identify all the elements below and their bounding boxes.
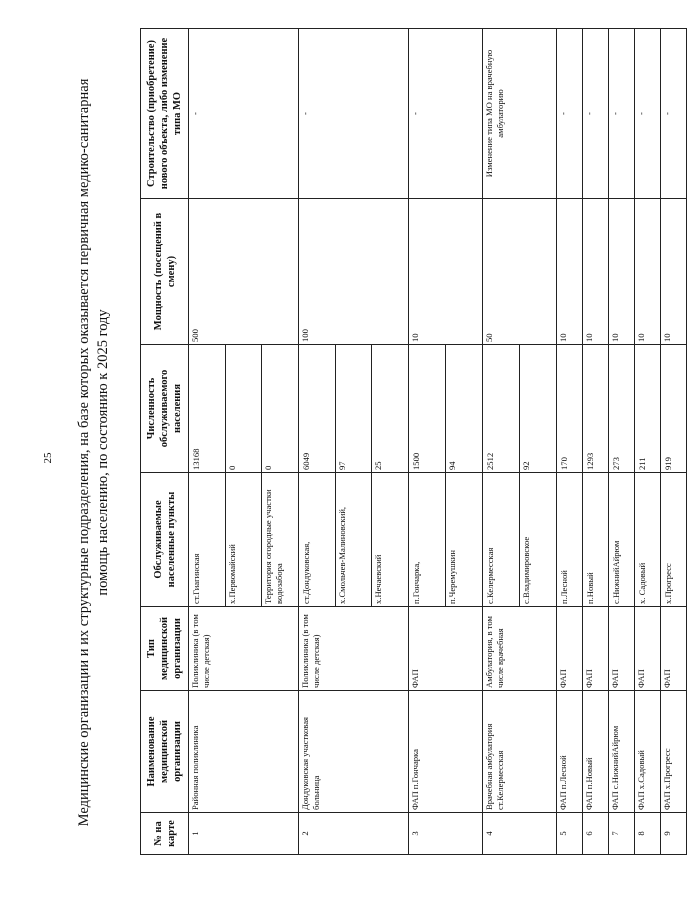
table-row <box>635 29 661 855</box>
header-population: Численность обслуживаемого населения <box>141 345 189 473</box>
cell-capacity: 10 <box>583 199 609 345</box>
cell-capacity: 10 <box>557 199 583 345</box>
cell-served-points <box>483 473 557 607</box>
header-served-points: Обслуживаемые населенные пункты <box>141 473 189 607</box>
population-value: 92 <box>521 461 532 470</box>
population-value: 211 <box>637 457 648 470</box>
cell-capacity: 10 <box>609 199 635 345</box>
cell-map-number: 7 <box>609 813 635 855</box>
cell-org-type: ФАП <box>635 607 661 691</box>
cell-construction: - <box>609 29 635 199</box>
cell-map-number: 4 <box>483 813 557 855</box>
header-map-number: № на карте <box>141 813 189 855</box>
cell-construction: - <box>635 29 661 199</box>
cell-construction: - <box>409 29 483 199</box>
cell-population <box>557 345 583 473</box>
table-row <box>483 29 557 855</box>
cell-map-number: 9 <box>661 813 687 855</box>
population-value: 25 <box>373 461 384 470</box>
header-org-type: Тип медицинской организации <box>141 607 189 691</box>
cell-capacity: 500 <box>189 199 299 345</box>
cell-org-type: Поликлиника (в том числе детская) <box>189 607 299 691</box>
cell-org-type: Амбулатория, в том числе врачебная <box>483 607 557 691</box>
served-point: х.Первомайский <box>226 473 262 606</box>
document-title: Медицинские организации и их структурные подразделения, на базе которых оказывается первичная медико-санитарная помощь населению, по состоянию к 2025 году <box>76 78 111 827</box>
cell-construction: - <box>557 29 583 199</box>
cell-population <box>409 345 483 473</box>
cell-org-type: ФАП <box>557 607 583 691</box>
header-construction: Строительство (приобретение) нового объекта, либо изменение типа МО <box>141 29 189 199</box>
population-value: 170 <box>559 457 570 470</box>
cell-map-number: 6 <box>583 813 609 855</box>
cell-population <box>583 345 609 473</box>
cell-capacity: 10 <box>635 199 661 345</box>
cell-population <box>483 345 557 473</box>
table-row <box>609 29 635 855</box>
cell-capacity: 10 <box>661 199 687 345</box>
cell-construction: - <box>583 29 609 199</box>
cell-served-points <box>409 473 483 607</box>
cell-construction: Изменение типа МО на врачебную амбулаторию <box>483 29 557 199</box>
cell-org-name: ФАП п.Гончарка <box>409 691 483 813</box>
cell-population <box>299 345 409 473</box>
table-row <box>583 29 609 855</box>
population-value: 919 <box>663 457 674 470</box>
served-point: п.Лесной <box>559 570 570 604</box>
population-value: 13168 <box>190 345 226 472</box>
cell-org-type: ФАП <box>609 607 635 691</box>
cell-map-number: 2 <box>299 813 409 855</box>
served-point: х.Смольчев-Малиновский, <box>336 473 372 606</box>
population-value: 273 <box>611 457 622 470</box>
table-row <box>557 29 583 855</box>
cell-population <box>189 345 299 473</box>
cell-org-type: Поликлиника (в том числе детская) <box>299 607 409 691</box>
cell-served-points <box>189 473 299 607</box>
served-point: с.Владимировское <box>521 536 532 604</box>
cell-org-name: ФАП с.НижнийАйрюм <box>609 691 635 813</box>
table-row <box>409 29 483 855</box>
served-point: с.Келермесская <box>484 473 520 606</box>
served-point: х.Нечаевский <box>373 554 384 604</box>
cell-org-name: ФАП п.Новый <box>583 691 609 813</box>
cell-map-number: 1 <box>189 813 299 855</box>
cell-capacity: 100 <box>299 199 409 345</box>
header-org-name: Наименование медицинской организации <box>141 691 189 813</box>
population-value: 6049 <box>300 345 336 472</box>
cell-org-type: ФАП <box>661 607 687 691</box>
cell-org-name: ФАП п.Лесной <box>557 691 583 813</box>
served-point: с.НижнийАйрюм <box>611 540 622 604</box>
table-header-row <box>141 29 189 855</box>
cell-served-points <box>609 473 635 607</box>
cell-org-type: ФАП <box>409 607 483 691</box>
served-point: х. Садовый <box>637 562 648 604</box>
table-row <box>299 29 409 855</box>
cell-org-type: ФАП <box>583 607 609 691</box>
served-point: х.Прогресс <box>663 563 674 604</box>
facilities-table <box>140 28 687 855</box>
cell-map-number: 8 <box>635 813 661 855</box>
served-point: п.Новый <box>585 572 596 604</box>
cell-population <box>609 345 635 473</box>
cell-served-points <box>299 473 409 607</box>
cell-served-points <box>583 473 609 607</box>
population-value: 97 <box>336 345 372 472</box>
cell-map-number: 3 <box>409 813 483 855</box>
cell-construction: - <box>299 29 409 199</box>
table-row <box>189 29 299 855</box>
cell-org-name: Дондуковская участковая больница <box>299 691 409 813</box>
cell-served-points <box>661 473 687 607</box>
cell-org-name: ФАП х.Садовый <box>635 691 661 813</box>
population-value: 2512 <box>484 345 520 472</box>
cell-org-name: Районная поликлиника <box>189 691 299 813</box>
cell-org-name: ФАП х.Прогресс <box>661 691 687 813</box>
population-value: 94 <box>447 461 458 470</box>
served-point: Территория огородные участки водозабора <box>263 489 285 604</box>
cell-map-number: 5 <box>557 813 583 855</box>
served-point: ст.Гиагинская <box>190 473 226 606</box>
population-value: 1293 <box>585 452 596 470</box>
table-body <box>189 29 687 855</box>
cell-capacity: 50 <box>483 199 557 345</box>
served-point: п.Черемушкин <box>447 550 458 604</box>
cell-construction: - <box>661 29 687 199</box>
population-value: 0 <box>226 345 262 472</box>
served-point: п.Гончарка, <box>410 473 446 606</box>
served-point: ст.Дондуковская, <box>300 473 336 606</box>
cell-capacity: 10 <box>409 199 483 345</box>
cell-construction: - <box>189 29 299 199</box>
table-row <box>661 29 687 855</box>
cell-population <box>661 345 687 473</box>
cell-org-name: Врачебная амбулатория ст.Келермесская <box>483 691 557 813</box>
header-capacity: Мощность (посещений в смену) <box>141 199 189 345</box>
cell-population <box>635 345 661 473</box>
page-number: 25 <box>42 452 54 464</box>
population-value: 1500 <box>410 345 446 472</box>
cell-served-points <box>557 473 583 607</box>
cell-served-points <box>635 473 661 607</box>
population-value: 0 <box>263 465 274 470</box>
